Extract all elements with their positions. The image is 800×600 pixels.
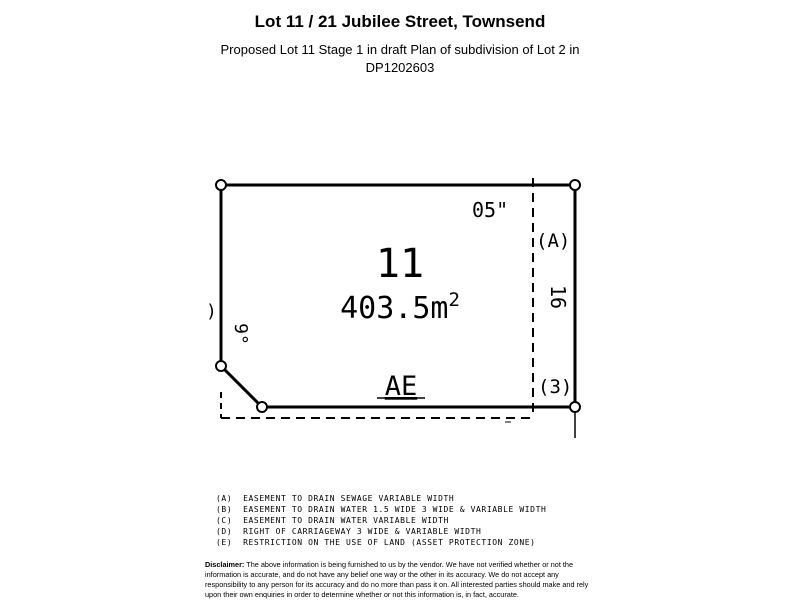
easement-legend <box>216 493 546 548</box>
legend-item-a: (A) EASEMENT TO DRAIN SEWAGE VARIABLE WIDTH <box>216 494 455 503</box>
bearing-label: 05" <box>472 198 509 222</box>
survey-mark-w <box>216 361 226 371</box>
disclaimer-text: The above information is being furnished to us by the vendor. We have not verified whether or not the information is accurate, and do not have any belief one way or the other in its accuracy. We do not accept any responsibility to any person for its accuracy and do no more than pass it on. All interested parties should make and rely upon their own enquiries in order to determine whether or not this information is, in fact, accurate. <box>205 560 589 599</box>
disclaimer-label: Disclaimer: <box>205 560 245 569</box>
legend-item-c: (C) EASEMENT TO DRAIN WATER VARIABLE WIDTH <box>216 516 449 525</box>
easement-label: AE <box>384 371 418 402</box>
legend-item-e: (E) RESTRICTION ON THE USE OF LAND (ASSET PROTECTION ZONE) <box>216 538 536 547</box>
west-dimension: 9° <box>230 323 251 345</box>
lot-area <box>340 289 460 326</box>
survey-mark-nw <box>216 180 226 190</box>
subtitle-line-2: DP1202603 <box>365 60 435 75</box>
lot-area-value: 403.5m <box>340 291 449 326</box>
subtitle-line-1: Proposed Lot 11 Stage 1 in draft Plan of subdivision of Lot 2 in <box>220 42 580 57</box>
legend-item-d: (D) RIGHT OF CARRIAGEWAY 3 WIDE & VARIABLE WIDTH <box>216 527 482 536</box>
page-title: Lot 11 / 21 Jubilee Street, Townsend <box>254 12 546 31</box>
disclaimer <box>205 560 595 600</box>
east-dimension: 16 <box>546 284 570 310</box>
survey-mark-sw <box>257 402 267 412</box>
easement-code-3: (3) <box>538 376 573 398</box>
easement-code-a: (A) <box>536 230 571 252</box>
survey-mark-se <box>570 402 580 412</box>
survey-mark-ne <box>570 180 580 190</box>
west-mark: ) <box>206 301 217 322</box>
legend-item-b: (B) EASEMENT TO DRAIN WATER 1.5 WIDE 3 WIDE & VARIABLE WIDTH <box>216 505 547 514</box>
lot-area-superscript: 2 <box>448 289 460 311</box>
lot-number: 11 <box>375 241 425 287</box>
